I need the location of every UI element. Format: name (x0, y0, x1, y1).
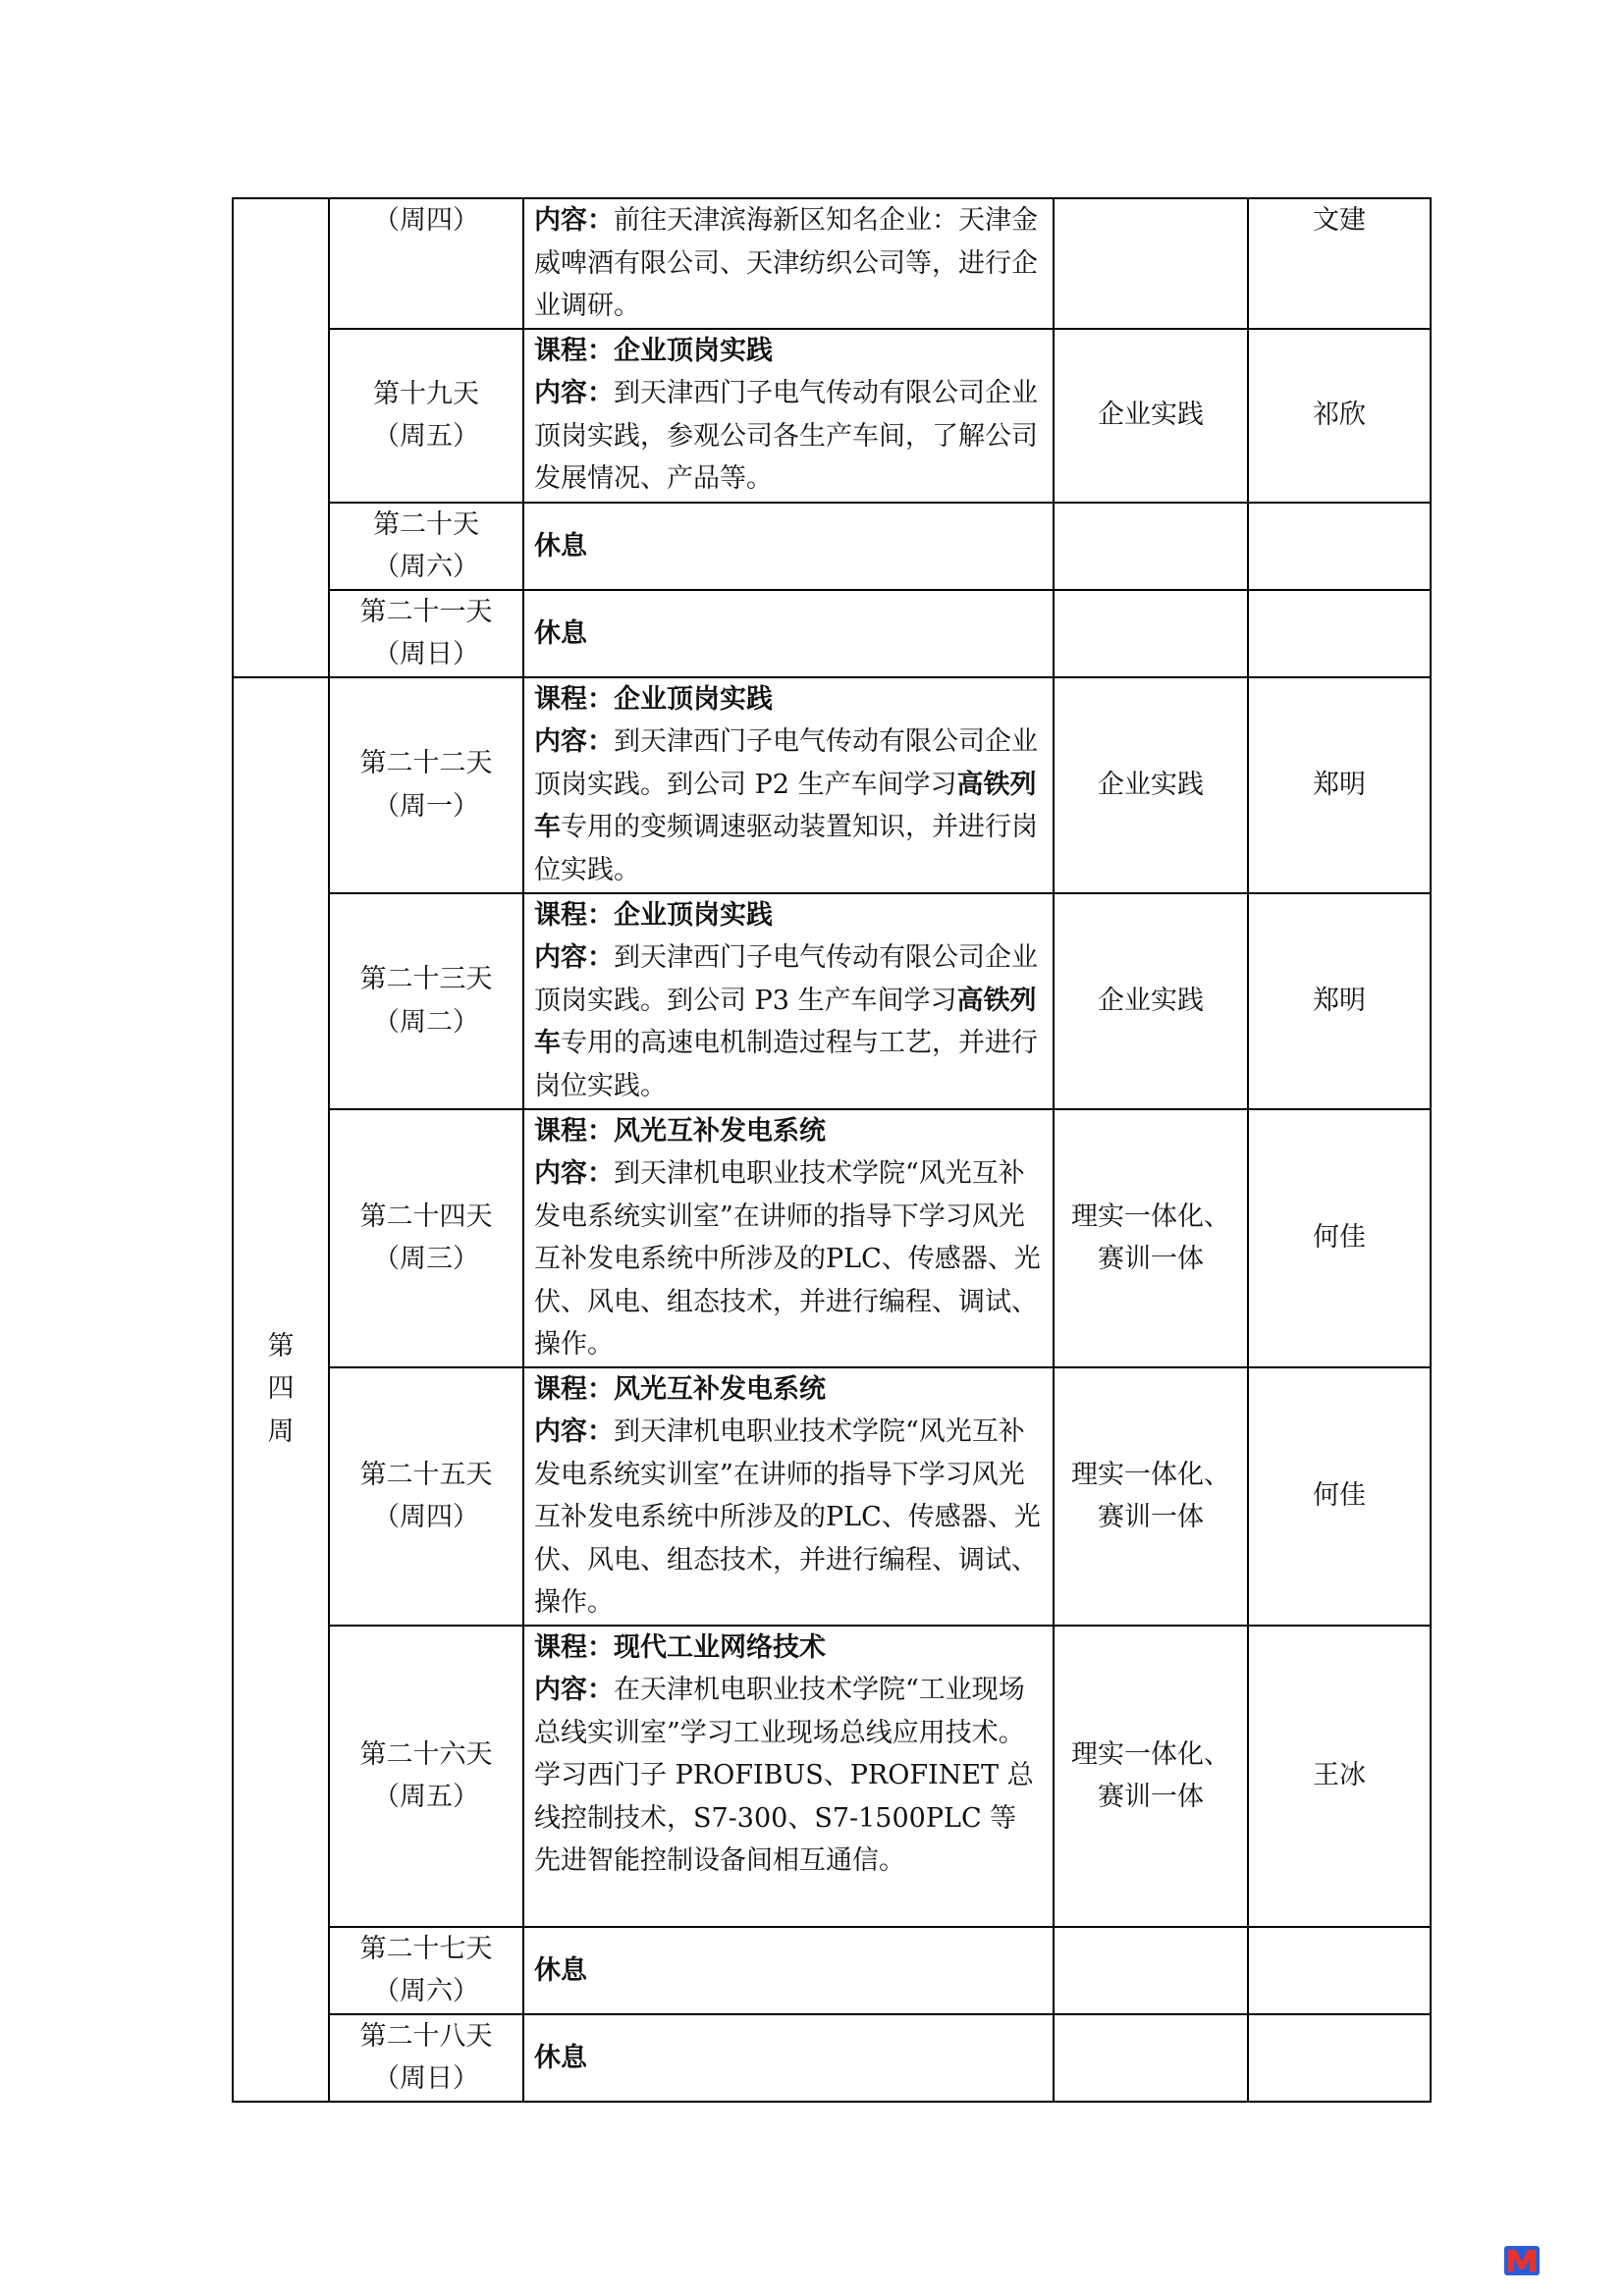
weekday: （周五） (373, 1782, 479, 1812)
day-cell (329, 329, 523, 503)
teacher-cell (1248, 677, 1431, 893)
content-label: 内容： (534, 726, 614, 757)
day-cell (329, 198, 523, 329)
table-row (233, 1367, 1431, 1626)
content-text: 到天津西门子电气传动有限公司企业顶岗实践，参观公司各生产车间，了解公司发展情况、产品等。 (534, 378, 1038, 494)
content-cell (523, 1367, 1054, 1626)
content-text-bold: 高铁列车 (534, 769, 1037, 842)
teacher-name: 何佳 (1313, 1480, 1366, 1512)
weekday: （周日） (373, 639, 479, 669)
teacher-cell (1248, 198, 1431, 329)
form-cell (1054, 590, 1248, 677)
schedule-table (232, 197, 1432, 2103)
rest-label: 休息 (534, 1954, 587, 1986)
day-name: 第二十八天 (359, 2020, 493, 2052)
table-row (233, 677, 1431, 893)
teacher-name: 文建 (1313, 205, 1366, 236)
day-cell (329, 503, 523, 590)
content-label: 内容： (534, 1158, 614, 1189)
teacher-cell (1248, 893, 1431, 1109)
course-label: 课程： (534, 1373, 614, 1405)
day-cell (329, 1927, 523, 2014)
rest-label: 休息 (534, 530, 587, 561)
weekday: （周四） (373, 205, 479, 236)
day-cell (329, 590, 523, 677)
form-text: 赛训一体 (1098, 1502, 1204, 1532)
content-cell (523, 893, 1054, 1109)
content-cell (523, 2014, 1054, 2102)
day-name: 第二十七天 (359, 1933, 493, 1964)
table-row (233, 1626, 1431, 1927)
table-row (233, 2014, 1431, 2102)
day-name: 第二十天 (373, 508, 479, 540)
teacher-cell (1248, 329, 1431, 503)
day-name: 第二十四天 (359, 1201, 493, 1232)
content-text: 到天津机电职业技术学院“风光互补发电系统实训室”在讲师的指导下学习风光互补发电系统中所涉及的PLC、传感器、光伏、风电、组态技术，并进行编程、调试、操作。 (534, 1416, 1041, 1618)
course-label: 课程： (534, 335, 614, 366)
form-cell (1054, 503, 1248, 590)
table-row (233, 503, 1431, 590)
form-text: 赛训一体 (1098, 1244, 1204, 1274)
day-cell (329, 677, 523, 893)
form-text: 赛训一体 (1098, 1782, 1204, 1812)
content-cell (523, 1626, 1054, 1927)
form-text: 理实一体化、 (1071, 1459, 1230, 1490)
rest-label: 休息 (534, 617, 587, 649)
form-cell (1054, 198, 1248, 329)
form-cell (1054, 2014, 1248, 2102)
content-text: 前往天津滨海新区知名企业：天津金威啤酒有限公司、天津纺织公司等，进行企业调研。 (534, 205, 1038, 321)
teacher-cell (1248, 1367, 1431, 1626)
course-line (534, 1368, 1043, 1412)
content-cell (523, 590, 1054, 677)
content-text-pre: 到天津西门子电气传动有限公司企业顶岗实践。到公司 P3 生产车间学习 (534, 942, 1038, 1016)
content-text: 在天津机电职业技术学院“工业现场总线实训室”学习工业现场总线应用技术。学习西门子 PROFIBUS、PROFINET 总线控制技术，S7-300、S7-1500PLC 等先进智能控制设备间相互通信。 (534, 1675, 1034, 1876)
teacher-cell (1248, 1626, 1431, 1927)
content-text-post: 专用的高速电机制造过程与工艺，并进行岗位实践。 (534, 1028, 1038, 1101)
teacher-cell (1248, 1109, 1431, 1367)
day-name: 第二十六天 (359, 1738, 493, 1770)
course-name: 企业顶岗实践 (614, 899, 773, 931)
content-text-bold: 高铁列车 (534, 985, 1037, 1058)
content-text-pre: 到天津西门子电气传动有限公司企业顶岗实践。到公司 P2 生产车间学习 (534, 726, 1038, 800)
course-label: 课程： (534, 683, 614, 715)
form-cell (1054, 1927, 1248, 2014)
form-text: 理实一体化、 (1071, 1738, 1230, 1770)
course-name: 企业顶岗实践 (614, 335, 773, 366)
course-name: 企业顶岗实践 (614, 683, 773, 715)
weekday: （周二） (373, 1006, 479, 1038)
day-cell (329, 893, 523, 1109)
day-cell (329, 1626, 523, 1927)
weekday: （周四） (373, 1502, 479, 1532)
weekday: （周五） (373, 421, 479, 452)
day-name: 第二十一天 (359, 596, 493, 627)
content-cell (523, 677, 1054, 893)
teacher-cell (1248, 590, 1431, 677)
watermark-logo-icon (1502, 2240, 1542, 2279)
course-name: 风光互补发电系统 (614, 1373, 826, 1405)
content-cell (523, 1109, 1054, 1367)
weekday: （周一） (373, 790, 479, 822)
form-cell (1054, 1109, 1248, 1367)
form-text: 企业实践 (1098, 769, 1204, 800)
day-name: 第十九天 (373, 378, 479, 409)
teacher-name: 何佳 (1313, 1222, 1366, 1254)
content-text-post: 专用的变频调速驱动装置知识，并进行岗位实践。 (534, 812, 1038, 885)
teacher-cell (1248, 2014, 1431, 2102)
table-row (233, 329, 1431, 503)
weekday: （周日） (373, 2063, 479, 2094)
form-text: 企业实践 (1098, 985, 1204, 1016)
teacher-name: 王冰 (1313, 1760, 1366, 1791)
week-cell (233, 677, 329, 2102)
teacher-name: 郑明 (1313, 769, 1366, 800)
week-label: 第四周 (267, 1330, 295, 1447)
teacher-cell (1248, 503, 1431, 590)
teacher-cell (1248, 1927, 1431, 2014)
teacher-name: 郑明 (1313, 985, 1366, 1016)
course-name: 现代工业网络技术 (614, 1631, 826, 1663)
day-name: 第二十三天 (359, 964, 493, 994)
content-label: 内容： (534, 378, 614, 408)
content-text: 到天津机电职业技术学院“风光互补发电系统实训室”在讲师的指导下学习风光互补发电系统中所涉及的PLC、传感器、光伏、风电、组态技术，并进行编程、调试、操作。 (534, 1158, 1041, 1360)
content-cell (523, 503, 1054, 590)
course-label: 课程： (534, 1115, 614, 1147)
table-row (233, 590, 1431, 677)
course-line (534, 1627, 1043, 1670)
teacher-name: 祁欣 (1313, 400, 1366, 431)
content-cell (523, 1927, 1054, 2014)
day-name: 第二十五天 (359, 1459, 493, 1490)
day-cell (329, 1367, 523, 1626)
table-row (233, 893, 1431, 1109)
course-line (534, 894, 1043, 937)
form-cell (1054, 893, 1248, 1109)
form-text: 理实一体化、 (1071, 1201, 1230, 1232)
content-label: 内容： (534, 1675, 614, 1705)
day-cell (329, 2014, 523, 2102)
form-text: 企业实践 (1098, 400, 1204, 431)
day-name: 第二十二天 (359, 748, 493, 778)
table-row (233, 1927, 1431, 2014)
table-row (233, 1109, 1431, 1367)
course-line (534, 678, 1043, 721)
table-row (233, 198, 1431, 329)
form-cell (1054, 1626, 1248, 1927)
course-label: 课程： (534, 899, 614, 931)
course-line (534, 1110, 1043, 1153)
content-label: 内容： (534, 942, 614, 973)
content-cell (523, 329, 1054, 503)
course-line (534, 330, 1043, 373)
weekday: （周三） (373, 1244, 479, 1274)
content-label: 内容： (534, 1416, 614, 1447)
weekday: （周六） (373, 1976, 479, 2006)
course-name: 风光互补发电系统 (614, 1115, 826, 1147)
form-cell (1054, 329, 1248, 503)
form-cell (1054, 677, 1248, 893)
rest-label: 休息 (534, 2042, 587, 2073)
week-cell-continued (233, 198, 329, 677)
day-cell (329, 1109, 523, 1367)
content-cell (523, 198, 1054, 329)
weekday: （周六） (373, 552, 479, 582)
content-label: 内容： (534, 205, 614, 236)
course-label: 课程： (534, 1631, 614, 1663)
form-cell (1054, 1367, 1248, 1626)
